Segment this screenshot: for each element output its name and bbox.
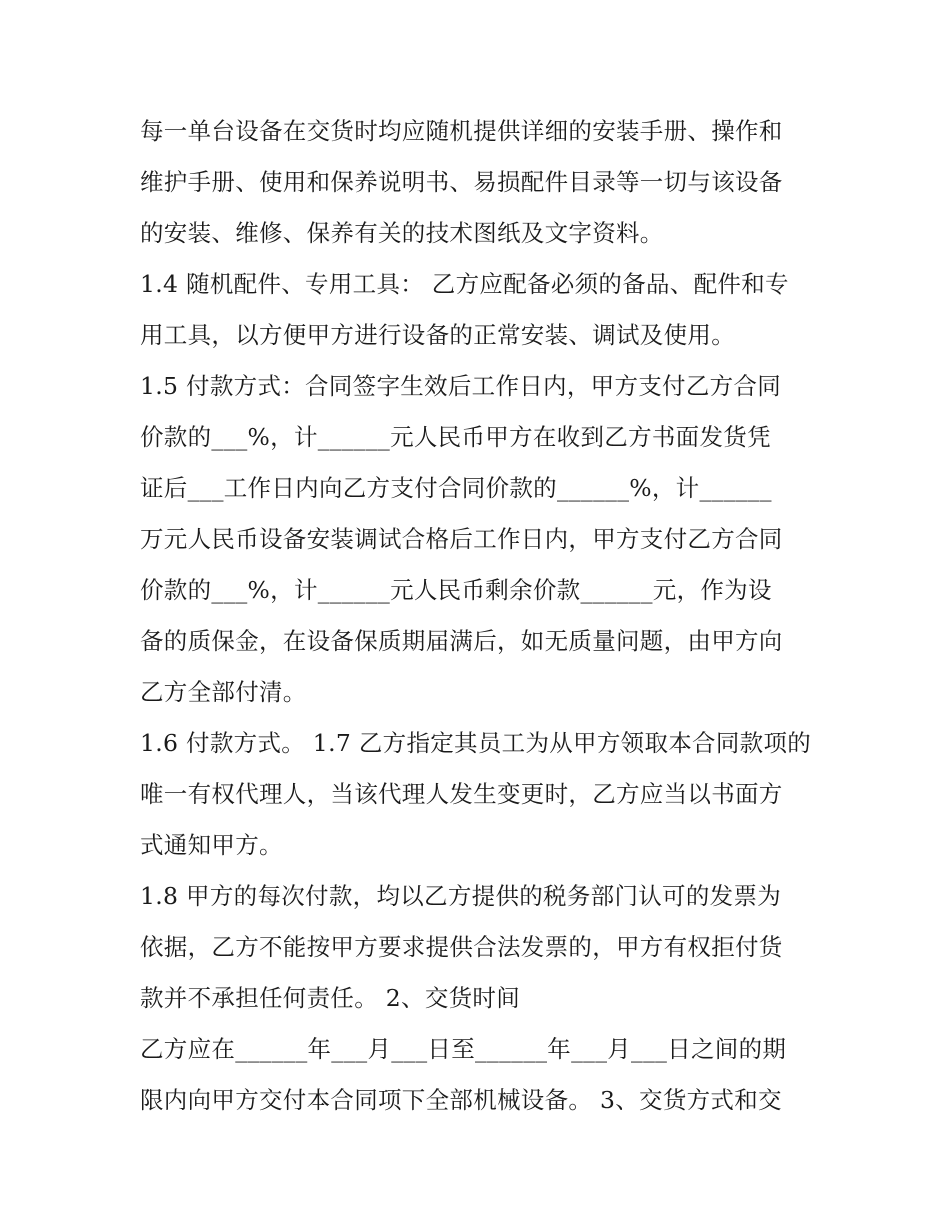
text-line: 唯一有权代理人，当该代理人发生变更时，乙方应当以书面方 [140, 780, 783, 808]
text-line: 1.8 甲方的每次付款，均以乙方提供的税务部门认可的发票为 [140, 882, 782, 910]
text-line: 证后___工作日内向乙方支付合同价款的______%，计______ [140, 474, 772, 502]
text-line: 乙方应在______年___月___日至______年___月___日之间的期 [140, 1035, 787, 1063]
text-line: 款并不承担任何责任。 2、交货时间 [140, 984, 521, 1012]
text-line: 维护手册、使用和保养说明书、易损配件目录等一切与该设备 [140, 168, 783, 196]
text-line: 价款的___%，计______元人民币甲方在收到乙方书面发货凭 [140, 423, 771, 451]
text-line: 式通知甲方。 [140, 831, 283, 859]
text-line: 乙方全部付清。 [140, 678, 307, 706]
text-line: 的安装、维修、保养有关的技术图纸及文字资料。 [140, 219, 664, 247]
text-line: 价款的___%，计______元人民币剩余价款______元，作为设 [140, 576, 772, 604]
text-line: 万元人民币设备安装调试合格后工作日内，甲方支付乙方合同 [140, 525, 783, 553]
text-line: 依据，乙方不能按甲方要求提供合法发票的，甲方有权拒付货 [140, 933, 783, 961]
text-line: 备的质保金，在设备保质期届满后，如无质量问题，由甲方向 [140, 627, 783, 655]
text-line: 用工具，以方便甲方进行设备的正常安装、调试及使用。 [140, 321, 735, 349]
text-line: 1.5 付款方式：合同签字生效后工作日内，甲方支付乙方合同 [140, 372, 782, 400]
text-line: 1.4 随机配件、专用工具： 乙方应配备必须的备品、配件和专 [140, 270, 789, 298]
document-body [140, 106, 820, 1126]
text-line: 1.6 付款方式。 1.7 乙方指定其员工为从甲方领取本合同款项的 [140, 729, 812, 757]
text-line: 限内向甲方交付本合同项下全部机械设备。 3、交货方式和交 [140, 1086, 782, 1114]
text-line: 每一单台设备在交货时均应随机提供详细的安装手册、操作和 [140, 117, 783, 145]
